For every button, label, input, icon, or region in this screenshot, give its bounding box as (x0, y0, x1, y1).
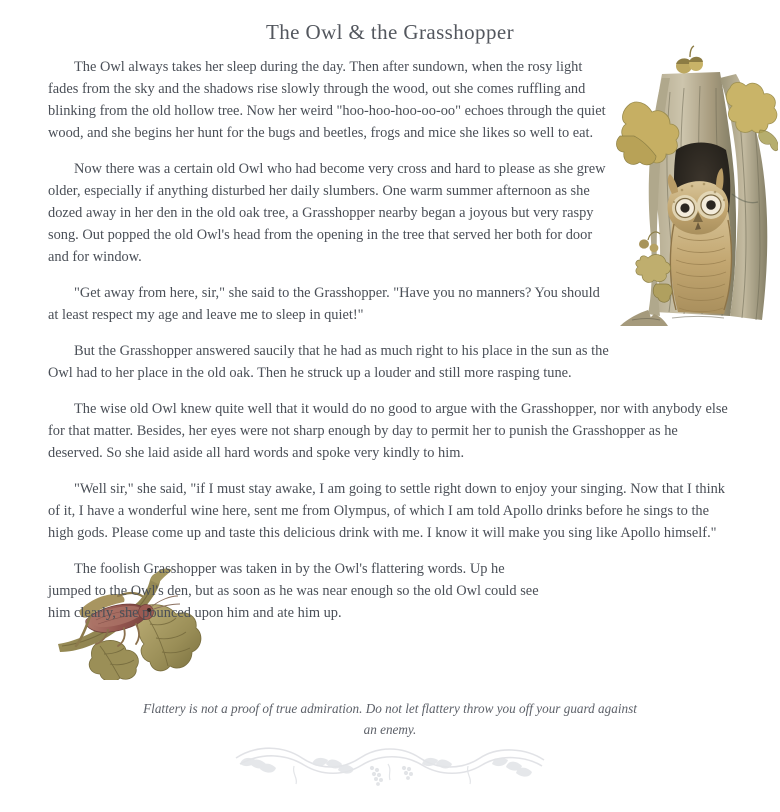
page-title: The Owl & the Grasshopper (266, 20, 514, 45)
story-paragraph: Now there was a certain old Owl who had become very cross and hard to please as she grew older, especially if anything disturbed her daily slumbers. One warm summer afternoon as she dozed away in her den in the old oak tree, a Grasshopper nearby began a joyous but very raspy song. Out popped the old Owl's head from the opening in the tree that served her both for door and for window. (48, 161, 606, 265)
story-paragraph: The foolish Grasshopper was taken in by the Owl's flattering words. Up he jumped to the Owl's den, but as soon as he was near enough so the old Owl could see him clearly, she pounced upon him and ate him up. (48, 561, 539, 621)
story-paragraph: But the Grasshopper answered saucily that he had as much right to his place in the sun as the Owl had to her place in the old oak. Then he struck up a louder and still more rasping tune. (48, 343, 609, 381)
story-paragraph: "Get away from here, sir," she said to the Grasshopper. "Have you no manners? You should at least respect my age and leave me to sleep in quiet!" (48, 285, 600, 323)
story-paragraph: The Owl always takes her sleep during the day. Then after sundown, when the rosy light fades from the sky and the shadows rise slowly through the wood, out she comes ruffling and blinking from the old hollow tree. Now her weird "hoo-hoo-hoo-oo-oo" echoes through the quiet wood, and she begins her hunt for the bugs and beetles, frogs and mice she likes so well to eat. (48, 59, 606, 141)
story-body (48, 56, 734, 638)
story-moral: Flattery is not a proof of true admiration. Do not let flattery throw you off your guard against an enemy. (143, 701, 637, 737)
story-paragraph: "Well sir," she said, "if I must stay awake, I am going to settle right down to enjoy your singing. Now that I think of it, I have a wonderful wine here, sent me from Olympus, of which I am told Apollo drinks before he sings to the high gods. Please come up and taste this delicious drink with me. I know it will make you sing like Apollo himself." (48, 481, 725, 541)
story-paragraph: The wise old Owl knew quite well that it would do no good to argue with the Grasshopper, nor with anybody else for that matter. Besides, her eyes were not sharp enough by day to permit her to punish the Grasshopper as he deserved. So she laid aside all hard words and spoke very kindly to him. (48, 401, 728, 461)
grapevine-ornament-divider (232, 738, 548, 790)
